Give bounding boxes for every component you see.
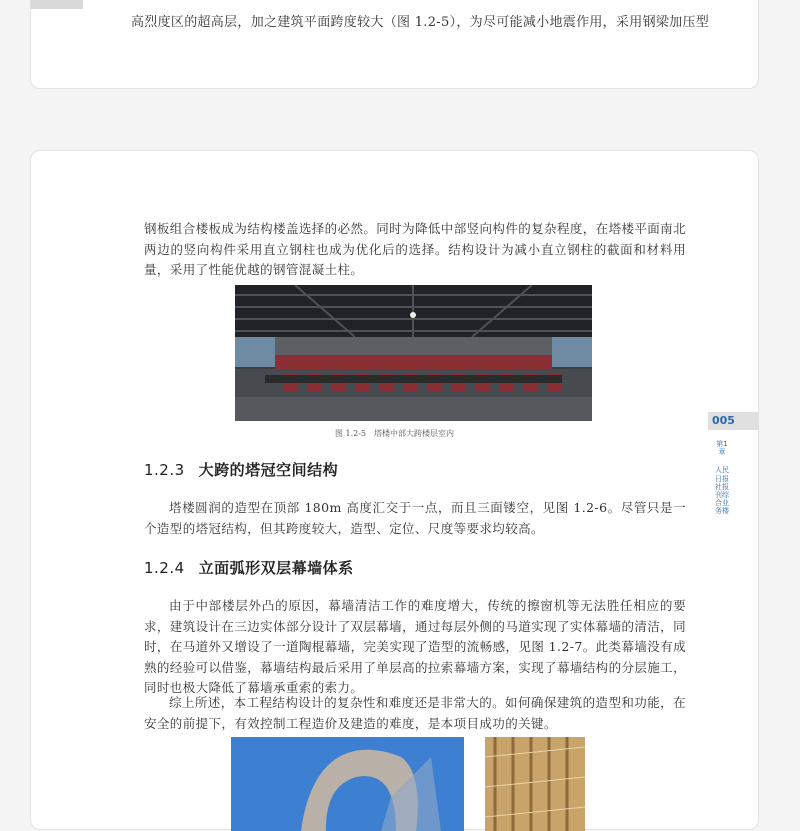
tower-crown-photo (231, 737, 464, 831)
figure-caption: 图 1.2-5 塔楼中部大跨楼层室内 (334, 429, 455, 438)
section-title: 立面弧形双层幕墙体系 (198, 559, 354, 577)
section-number: 1.2.4 (144, 559, 185, 577)
chapter-title: 人民日报社报刊综合业务楼 (715, 466, 729, 516)
paragraph-4: 综上所述，本工程结构设计的复杂性和难度还是非常大的。如何确保建筑的造型和功能，在安全的前提下，有效控制工程造价及建造的难度，是本项目成功的关键。 (144, 695, 686, 731)
body-text-line: 高烈度区的超高层，加之建筑平面跨度较大（图 1.2-5），为尽可能减小地震作用，采用钢梁加压型 (131, 15, 710, 30)
section-title: 大跨的塔冠空间结构 (198, 461, 339, 479)
section-heading-1-2-4 (144, 557, 354, 578)
facade-detail-photo (485, 737, 585, 831)
chapter-side-label (715, 440, 729, 516)
figure-image-tower-crown (231, 737, 464, 831)
section-heading-1-2-3 (144, 459, 338, 480)
paragraph-2: 塔楼圆润的造型在顶部 180m 高度汇交于一点，而且三面镂空，见图 1.2-6。尽管只是一个造型的塔冠结构，但其跨度较大，造型、定位、尺度等要求均较高。 (144, 500, 686, 536)
page-tab (31, 0, 83, 9)
conference-hall-photo (235, 285, 592, 421)
figure-image-facade-detail (485, 737, 585, 831)
section-number: 1.2.3 (144, 461, 185, 479)
page-number: 005 (712, 414, 735, 427)
page-card (30, 150, 759, 830)
page-number-tab (708, 412, 759, 430)
paragraph-1: 钢板组合楼板成为结构楼盖选择的必然。同时为降低中部竖向构件的复杂程度，在塔楼平面南北两边的竖向构件采用直立钢柱也成为优化后的选择。结构设计为减小直立钢柱的截面和材料用量，采用了性能优越的钢管混凝土柱。 (144, 221, 686, 277)
previous-page-card (30, 0, 759, 89)
paragraph-3: 由于中部楼层外凸的原因，幕墙清洁工作的难度增大，传统的擦窗机等无法胜任相应的要求，建筑设计在三边实体部分设计了双层幕墙，通过每层外侧的马道实现了实体幕墙的清洁，同时，在马道外又增设了一道陶棍幕墙，完美实现了造型的流畅感，见图 1.2-7。此类幕墙没有成熟的经验可以借鉴，幕墙结构最后采用了单层高的拉索幕墙方案，实现了幕墙结构的分层施工，同时也极大降低了幕墙承重索的索力。 (144, 598, 686, 695)
figure-image-interior (235, 285, 592, 421)
chapter-number: 第1章 (716, 440, 728, 457)
